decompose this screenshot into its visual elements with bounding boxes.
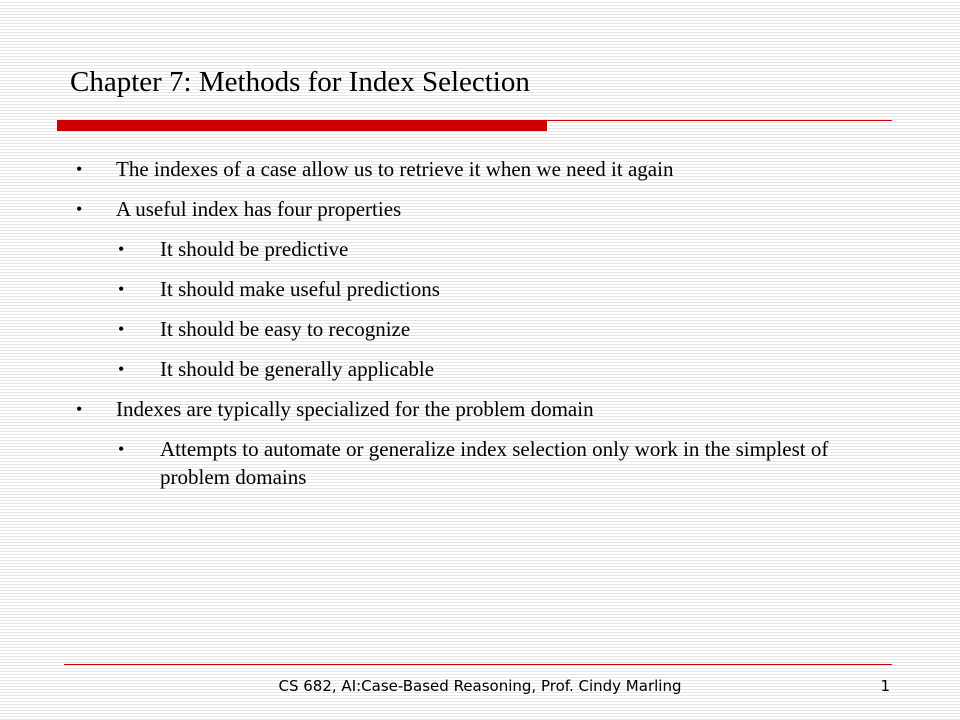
- page-number: 1: [880, 677, 890, 695]
- bullet-text: It should be easy to recognize: [160, 317, 411, 341]
- bullet-text: A useful index has four properties: [116, 197, 402, 221]
- title-accent-bar: [57, 120, 547, 131]
- bullet-text: Attempts to automate or generalize index selection only work in the simplest of problem domains: [160, 437, 829, 489]
- footer-divider: [64, 664, 892, 665]
- footer-text: CS 682, AI:Case-Based Reasoning, Prof. Cindy Marling: [278, 677, 682, 695]
- slide-title: Chapter 7: Methods for Index Selection: [70, 66, 530, 98]
- bullet-marker: •: [76, 399, 83, 419]
- bullet-marker: •: [76, 159, 83, 179]
- sub-bullet-item: [0, 435, 900, 491]
- bullet-item: [0, 195, 896, 223]
- bullet-text: Indexes are typically specialized for the problem domain: [116, 397, 594, 421]
- bullet-marker: •: [118, 359, 125, 379]
- title-underline: [547, 120, 892, 121]
- bullet-text: It should be generally applicable: [160, 357, 435, 381]
- bullet-list: [0, 155, 960, 503]
- bullet-item: [0, 155, 896, 183]
- sub-bullet-item: [0, 315, 900, 343]
- bullet-text: It should be predictive: [160, 237, 349, 261]
- sub-bullet-item: [0, 235, 900, 263]
- bullet-marker: •: [118, 239, 125, 259]
- bullet-marker: •: [118, 439, 125, 459]
- bullet-marker: •: [76, 199, 83, 219]
- bullet-item: [0, 395, 896, 423]
- sub-bullet-item: [0, 355, 900, 383]
- bullet-text: It should make useful predictions: [160, 277, 440, 301]
- bullet-text: The indexes of a case allow us to retrieve it when we need it again: [116, 157, 674, 181]
- bullet-marker: •: [118, 279, 125, 299]
- bullet-marker: •: [118, 319, 125, 339]
- sub-bullet-item: [0, 275, 900, 303]
